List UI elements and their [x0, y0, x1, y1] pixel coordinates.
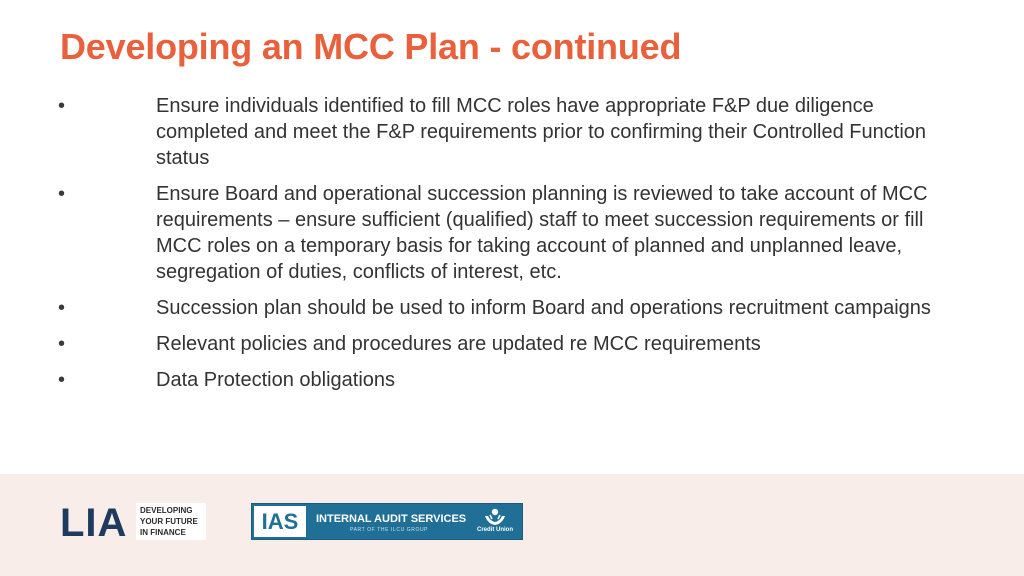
bullet-icon: • [58, 297, 66, 319]
credit-union-logo [472, 507, 518, 536]
bullet-text: Data Protection obligations [156, 369, 396, 391]
bullet-text: Ensure Board and operational succession planning is reviewed to take account of MCC requirements – ensure sufficient (qualified) staff to meet succession requirements or fill MCC roles on a temporary basis for taking account of planned and unplanned leave, segregation of duties, conflicts of interest, etc. [156, 183, 928, 283]
ias-subtitle: PART OF THE ILCU GROUP [350, 527, 429, 533]
lia-logo-text: LIA [60, 501, 128, 545]
credit-union-label: Credit Union [477, 527, 513, 533]
bullet-list [0, 93, 1024, 403]
list-item [0, 331, 1024, 357]
ias-name: INTERNAL AUDIT SERVICES [316, 513, 467, 525]
bullet-text: Relevant policies and procedures are updated re MCC requirements [156, 333, 761, 355]
ias-logo [251, 503, 523, 540]
slide-title: Developing an MCC Plan - continued [60, 26, 682, 67]
bullet-text: Succession plan should be used to inform Board and operations recruitment campaigns [156, 297, 931, 319]
list-item [0, 367, 1024, 393]
bullet-icon: • [58, 183, 66, 205]
bullet-icon: • [58, 333, 66, 355]
bullet-text: Ensure individuals identified to fill MCC roles have appropriate F&P due diligence completed and meet the F&P requirements prior to confirming their Controlled Function status [156, 95, 927, 169]
list-item [0, 181, 1024, 285]
bullet-icon: • [58, 369, 66, 391]
credit-union-hands-icon [482, 507, 508, 527]
list-item [0, 295, 1024, 321]
lia-tagline: DEVELOPING YOUR FUTURE IN FINANCE [136, 503, 206, 540]
bullet-icon: • [58, 95, 66, 117]
list-item [0, 93, 1024, 171]
ias-abbr: IAS [254, 506, 306, 537]
